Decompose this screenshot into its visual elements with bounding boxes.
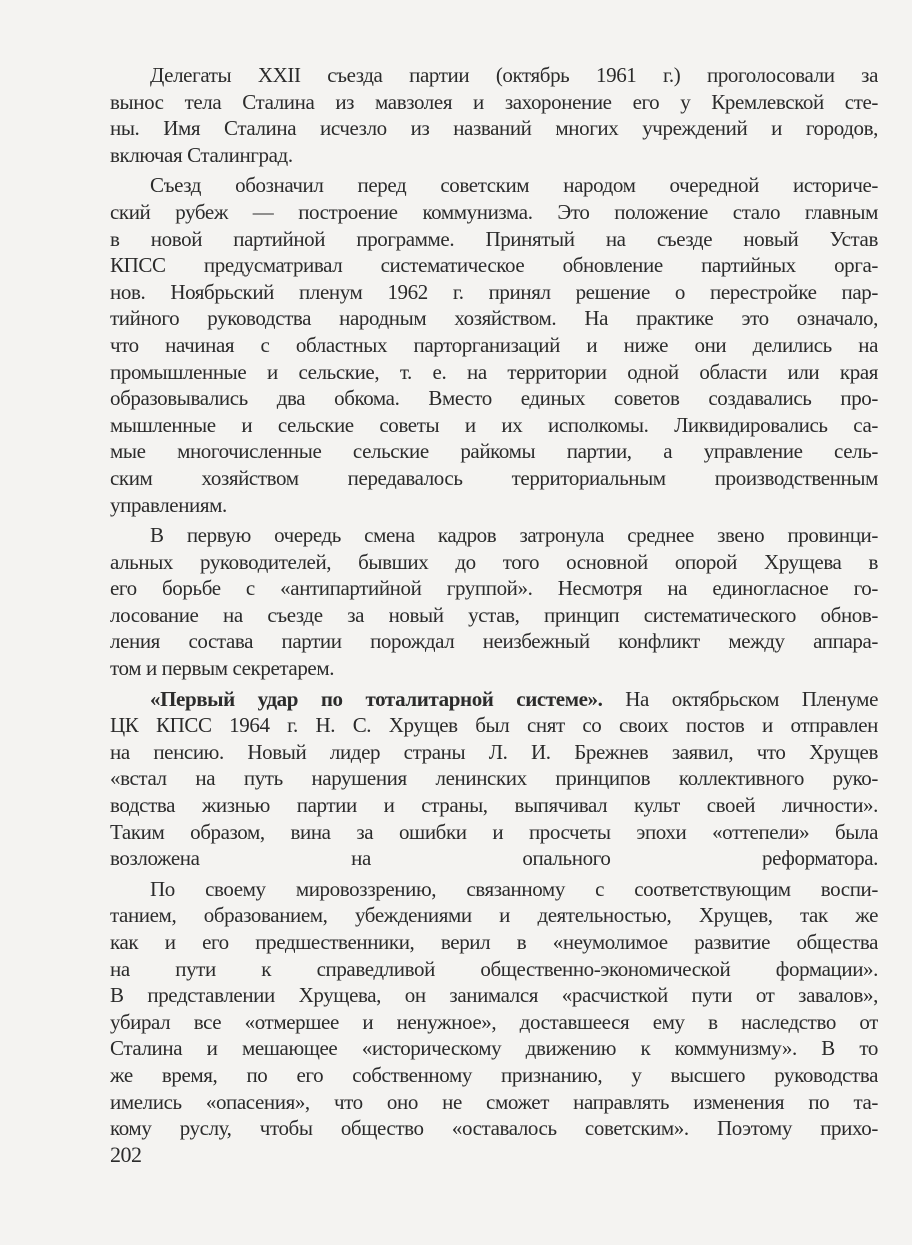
text-line: По своему мировоззрению, связанному с соответствующим воспи-	[150, 876, 878, 901]
text-line: кому руслу, чтобы общество «оставалось советским». Поэтому прихо-	[110, 1116, 878, 1141]
paragraph	[110, 522, 878, 682]
text-line: вынос тела Сталина из мавзолея и захоронение его у Кремлевской сте-	[110, 89, 878, 114]
text-line: имелись «опасения», что оно не сможет направлять изменения по та-	[110, 1089, 878, 1114]
text-line: Съезд обозначил перед советским народом очередной историче-	[150, 173, 878, 198]
paragraph	[110, 62, 878, 168]
text-line: ления состава партии порождал неизбежный конфликт между аппара-	[110, 629, 878, 654]
text-line: его борьбе с «антипартийной группой». Несмотря на единогласное го-	[110, 576, 878, 601]
text-line: «встал на путь нарушения ленинских принципов коллективного руко-	[110, 766, 878, 791]
text-line: В первую очередь смена кадров затронула среднее звено провинци-	[150, 523, 878, 548]
page-body	[110, 58, 878, 1142]
text-line: ским хозяйством передавалось территориальным производственным	[110, 465, 878, 490]
text-line: Делегаты XXII съезда партии (октябрь 1961 г.) проголосовали за	[150, 63, 878, 87]
text-line: возложена на опального реформатора.	[110, 846, 878, 871]
text-line: промышленные и сельские, т. е. на территории одной области или края	[110, 359, 878, 384]
text-line: Таким образом, вина за ошибки и просчеты эпохи «оттепели» была	[110, 819, 878, 844]
paragraph	[110, 172, 878, 518]
text-line: убирал все «отмершее и ненужное», доставшееся ему в наследство от	[110, 1009, 878, 1034]
text-line: лосование на съезде за новый устав, принцип систематического обнов-	[110, 602, 878, 627]
text-line: ны. Имя Сталина исчезло из названий многих учреждений и городов,	[110, 116, 878, 141]
text-line: нов. Ноябрьский пленум 1962 г. принял решение о перестройке пар-	[110, 279, 878, 304]
text-line: танием, образованием, убеждениями и деятельностью, Хрущев, так же	[110, 903, 878, 928]
text-line: том и первым секретарем.	[110, 656, 335, 681]
text-line: как и его предшественники, верил в «неумолимое развитие общества	[110, 930, 878, 954]
text-line: ЦК КПСС 1964 г. Н. С. Хрущев был снят со своих постов и отправлен	[110, 713, 878, 738]
text-line: же время, по его собственному признанию, у высшего руководства	[110, 1062, 878, 1087]
heading-continuation: На октябрьском Пленуме	[602, 686, 878, 711]
text-line: в новой партийной программе. Принятый на съезде новый Устав	[110, 226, 878, 251]
text-line: на пенсию. Новый лидер страны Л. И. Брежнев заявил, что Хрущев	[110, 739, 878, 764]
text-line: В представлении Хрущева, он занимался «расчисткой пути от завалов»,	[110, 983, 878, 1008]
text-line: ский рубеж — построение коммунизма. Это положение стало главным	[110, 199, 878, 224]
text-line: на пути к справедливой общественно-экономической формации».	[110, 956, 878, 981]
text-line: водства жизнью партии и страны, выпячивал культ своей личности».	[110, 793, 878, 818]
section-heading: «Первый удар по тоталитарной системе».	[150, 686, 603, 711]
text-line: образовывались два обкома. Вместо единых советов создавались про-	[110, 386, 878, 411]
text-line: КПСС предусматривал систематическое обновление партийных орга-	[110, 253, 878, 278]
text-line: включая Сталинград.	[110, 142, 293, 167]
text-line: что начиная с областных парторганизаций и ниже они делились на	[110, 332, 878, 357]
text-line	[110, 686, 878, 713]
text-line: Сталина и мешающее «историческому движению к коммунизму». В то	[110, 1036, 878, 1061]
page-number: 202	[110, 1142, 142, 1167]
text-line: тийного руководства народным хозяйством. На практике это означало,	[110, 306, 878, 331]
text-line: мые многочисленные сельские райкомы партии, а управление сель-	[110, 439, 878, 464]
paragraph	[110, 686, 878, 872]
text-line: альных руководителей, бывших до того основной опорой Хрущева в	[110, 549, 878, 574]
text-line: мышленные и сельские советы и их исполкомы. Ликвидировались са-	[110, 412, 878, 437]
paragraph	[110, 876, 878, 1142]
text-line: управлениям.	[110, 492, 227, 517]
